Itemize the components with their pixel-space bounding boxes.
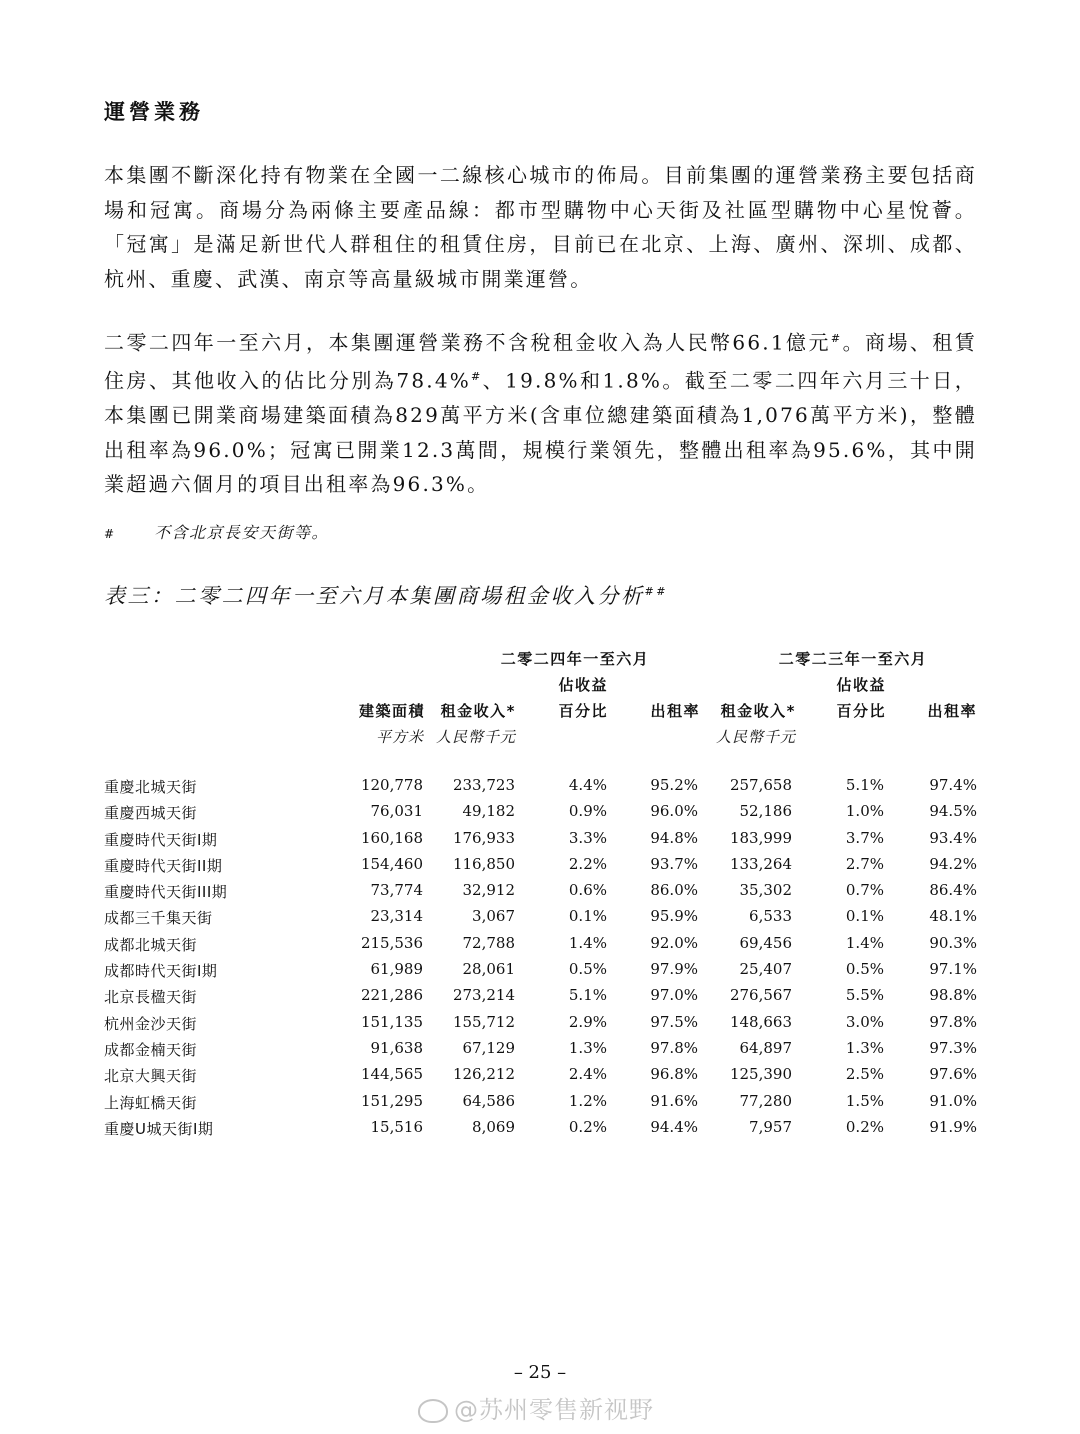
cell-occ23: 98.8% bbox=[929, 986, 977, 1005]
row-property-name: 重慶時代天街I期 bbox=[104, 830, 218, 849]
cell-share23: 1.0% bbox=[845, 802, 884, 821]
table-row bbox=[0, 881, 1080, 907]
cell-share23: 1.4% bbox=[845, 933, 884, 952]
cell-rent23: 69,456 bbox=[739, 933, 792, 952]
cell-rent23: 35,302 bbox=[739, 881, 792, 900]
cell-rent24: 273,214 bbox=[452, 986, 515, 1005]
rent-unit-2024: 人民幣千元 bbox=[435, 728, 516, 746]
cell-share23: 3.0% bbox=[845, 1012, 884, 1031]
occupancy-header-2023: 出租率 bbox=[927, 702, 977, 720]
cell-share23: 5.5% bbox=[845, 986, 884, 1005]
cell-occ23: 48.1% bbox=[929, 907, 977, 926]
table-body bbox=[0, 776, 1080, 1144]
cell-gfa: 154,460 bbox=[360, 854, 423, 873]
cell-share23: 0.1% bbox=[845, 907, 884, 926]
para2-part3: 、19.8%和1.8%。截至二零二四年六月三十日，本集團已開業商場建築面積為829萬平方米(含車位總建築面積為1,076萬平方米)，整體出租率為96.0%；冠寓已開業12.3萬間，規模行業領先，整體出租率為95.6%，其中開業超過六個月的項目出租率為96.3%。 bbox=[104, 368, 977, 497]
cell-rent24: 155,712 bbox=[452, 1012, 515, 1031]
cell-rent23: 6,533 bbox=[749, 907, 792, 926]
cell-share23: 1.3% bbox=[845, 1038, 884, 1057]
cell-share24: 1.3% bbox=[568, 1038, 607, 1057]
cell-rent23: 77,280 bbox=[739, 1091, 792, 1110]
row-property-name: 成都時代天街I期 bbox=[104, 962, 218, 981]
cell-gfa: 144,565 bbox=[360, 1065, 423, 1084]
cell-occ24: 97.5% bbox=[650, 1012, 698, 1031]
cell-occ24: 91.6% bbox=[650, 1091, 698, 1110]
cell-rent23: 183,999 bbox=[729, 828, 792, 847]
cell-share24: 2.9% bbox=[568, 1012, 607, 1031]
cell-share23: 3.7% bbox=[845, 828, 884, 847]
table-row bbox=[0, 1092, 1080, 1118]
row-property-name: 北京大興天街 bbox=[104, 1067, 198, 1086]
cell-share24: 0.6% bbox=[568, 881, 607, 900]
cell-share24: 1.4% bbox=[568, 933, 607, 952]
row-property-name: 上海虹橋天街 bbox=[104, 1093, 198, 1112]
cell-occ23: 97.4% bbox=[929, 776, 977, 794]
cell-share24: 2.2% bbox=[568, 854, 607, 873]
cell-share23: 2.7% bbox=[845, 854, 884, 873]
cell-occ24: 96.8% bbox=[650, 1065, 698, 1084]
cell-rent24: 49,182 bbox=[462, 802, 515, 821]
cell-share24: 0.5% bbox=[568, 960, 607, 979]
cell-occ24: 94.4% bbox=[650, 1117, 698, 1136]
cell-share24: 1.2% bbox=[568, 1091, 607, 1110]
watermark-text: @苏州零售新视野 bbox=[454, 1396, 654, 1424]
row-property-name: 重慶時代天街II期 bbox=[104, 856, 223, 875]
cell-share24: 0.2% bbox=[568, 1117, 607, 1136]
cell-gfa: 160,168 bbox=[360, 828, 423, 847]
cell-rent24: 233,723 bbox=[452, 776, 515, 794]
cell-gfa: 76,031 bbox=[370, 802, 423, 821]
cell-rent23: 257,658 bbox=[729, 776, 792, 794]
rent-header-2023: 租金收入* bbox=[720, 702, 796, 720]
share-header-top-2023: 佔收益 bbox=[836, 676, 886, 694]
cell-rent24: 28,061 bbox=[462, 960, 515, 979]
footnote-text: 不含北京長安天街等。 bbox=[154, 523, 330, 542]
share-header-2023: 百分比 bbox=[836, 702, 886, 720]
cell-occ24: 94.8% bbox=[650, 828, 698, 847]
cell-rent23: 133,264 bbox=[729, 854, 792, 873]
footnote-mark: # bbox=[104, 527, 116, 541]
cell-occ23: 93.4% bbox=[929, 828, 977, 847]
cell-share24: 4.4% bbox=[568, 776, 607, 794]
table-row bbox=[0, 855, 1080, 881]
cell-rent24: 8,069 bbox=[472, 1117, 515, 1136]
paragraph-operations-overview: 本集團不斷深化持有物業在全國一二線核心城市的佈局。目前集團的運營業務主要包括商場和冠寓。商場分為兩條主要產品線：都市型購物中心天街及社區型購物中心星悅薈。「冠寓」是滿足新世代人群租住的租賃住房，目前已在北京、上海、廣州、深圳、成都、杭州、重慶、武漢、南京等高量級城市開業運營。 bbox=[104, 163, 977, 291]
cell-gfa: 15,516 bbox=[370, 1117, 423, 1136]
cell-rent24: 176,933 bbox=[452, 828, 515, 847]
rent-unit-2023: 人民幣千元 bbox=[715, 728, 796, 746]
row-property-name: 成都北城天街 bbox=[104, 935, 198, 954]
table-title bbox=[104, 580, 668, 610]
cell-share24: 3.3% bbox=[568, 828, 607, 847]
cell-occ24: 95.9% bbox=[650, 907, 698, 926]
cell-rent24: 126,212 bbox=[452, 1065, 515, 1084]
period-header-2023: 二零二三年一至六月 bbox=[778, 650, 928, 668]
cell-rent23: 148,663 bbox=[729, 1012, 792, 1031]
row-property-name: 重慶時代天街III期 bbox=[104, 883, 228, 902]
table-row bbox=[0, 934, 1080, 960]
share-header-top-2024: 佔收益 bbox=[558, 676, 608, 694]
cell-rent24: 32,912 bbox=[462, 881, 515, 900]
cell-gfa: 91,638 bbox=[370, 1038, 423, 1057]
cell-share24: 5.1% bbox=[568, 986, 607, 1005]
cell-rent24: 3,067 bbox=[472, 907, 515, 926]
footnote-ref-mark: # bbox=[830, 332, 843, 345]
row-property-name: 杭州金沙天街 bbox=[104, 1014, 198, 1033]
gfa-header: 建築面積 bbox=[358, 702, 425, 720]
cell-rent23: 125,390 bbox=[729, 1065, 792, 1084]
table-row bbox=[0, 1039, 1080, 1065]
cell-rent23: 25,407 bbox=[739, 960, 792, 979]
cell-gfa: 215,536 bbox=[360, 933, 423, 952]
cell-occ23: 90.3% bbox=[929, 933, 977, 952]
cell-gfa: 61,989 bbox=[370, 960, 423, 979]
row-property-name: 重慶北城天街 bbox=[104, 778, 198, 796]
cell-share24: 0.9% bbox=[568, 802, 607, 821]
share-header-2024: 百分比 bbox=[558, 702, 608, 720]
cell-share23: 1.5% bbox=[845, 1091, 884, 1110]
table-row bbox=[0, 1013, 1080, 1039]
cell-occ23: 91.9% bbox=[929, 1117, 977, 1136]
cell-rent23: 7,957 bbox=[749, 1117, 792, 1136]
row-property-name: 重慶U城天街I期 bbox=[104, 1119, 214, 1138]
cell-occ23: 97.6% bbox=[929, 1065, 977, 1084]
table-row bbox=[0, 907, 1080, 933]
cell-rent23: 276,567 bbox=[729, 986, 792, 1005]
cell-share23: 5.1% bbox=[845, 776, 884, 794]
cell-occ23: 94.2% bbox=[929, 854, 977, 873]
cell-gfa: 221,286 bbox=[360, 986, 423, 1005]
cell-occ24: 93.7% bbox=[650, 854, 698, 873]
cell-rent24: 67,129 bbox=[462, 1038, 515, 1057]
cell-occ23: 97.1% bbox=[929, 960, 977, 979]
cell-share24: 0.1% bbox=[568, 907, 607, 926]
cell-occ23: 97.8% bbox=[929, 1012, 977, 1031]
cell-occ24: 97.9% bbox=[650, 960, 698, 979]
cell-share23: 0.2% bbox=[845, 1117, 884, 1136]
row-property-name: 成都三千集天街 bbox=[104, 909, 213, 928]
occupancy-header-2024: 出租率 bbox=[650, 702, 700, 720]
row-property-name: 成都金楠天街 bbox=[104, 1040, 198, 1059]
table-row bbox=[0, 829, 1080, 855]
watermark bbox=[418, 1390, 654, 1425]
footnote bbox=[104, 520, 329, 543]
cell-rent24: 72,788 bbox=[462, 933, 515, 952]
gfa-unit: 平方米 bbox=[375, 728, 424, 746]
table-row bbox=[0, 960, 1080, 986]
cell-occ24: 92.0% bbox=[650, 933, 698, 952]
table-title-text: 表三：二零二四年一至六月本集團商場租金收入分析 bbox=[104, 584, 645, 608]
row-property-name: 北京長楹天街 bbox=[104, 988, 198, 1007]
table-row bbox=[0, 802, 1080, 828]
cell-gfa: 73,774 bbox=[370, 881, 423, 900]
cell-share23: 0.5% bbox=[845, 960, 884, 979]
cell-rent23: 64,897 bbox=[739, 1038, 792, 1057]
cell-rent23: 52,186 bbox=[739, 802, 792, 821]
table-row bbox=[0, 986, 1080, 1012]
cell-gfa: 151,295 bbox=[360, 1091, 423, 1110]
cell-gfa: 120,778 bbox=[360, 776, 423, 794]
cell-occ24: 97.8% bbox=[650, 1038, 698, 1057]
cell-rent24: 64,586 bbox=[462, 1091, 515, 1110]
table-row bbox=[0, 776, 1080, 802]
page-number: – 25 – bbox=[513, 1362, 567, 1383]
cell-occ23: 86.4% bbox=[929, 881, 977, 900]
cell-occ24: 86.0% bbox=[650, 881, 698, 900]
cell-share23: 0.7% bbox=[845, 881, 884, 900]
weibo-logo-icon bbox=[418, 1399, 448, 1423]
paragraph-rental-income bbox=[104, 322, 977, 502]
section-heading: 運營業務 bbox=[104, 100, 204, 124]
cell-gfa: 151,135 bbox=[360, 1012, 423, 1031]
cell-share24: 2.4% bbox=[568, 1065, 607, 1084]
cell-occ23: 94.5% bbox=[929, 802, 977, 821]
period-header-2024: 二零二四年一至六月 bbox=[500, 650, 650, 668]
cell-gfa: 23,314 bbox=[370, 907, 423, 926]
table-row bbox=[0, 1065, 1080, 1091]
para2-part1: 二零二四年一至六月，本集團運營業務不含稅租金收入為人民幣66.1億元 bbox=[104, 330, 831, 355]
rent-header-2024: 租金收入* bbox=[440, 702, 516, 720]
cell-occ23: 91.0% bbox=[929, 1091, 977, 1110]
cell-occ24: 97.0% bbox=[650, 986, 698, 1005]
cell-occ23: 97.3% bbox=[929, 1038, 977, 1057]
cell-occ24: 96.0% bbox=[650, 802, 698, 821]
cell-occ24: 95.2% bbox=[650, 776, 698, 794]
table-title-sup: ## bbox=[644, 585, 668, 598]
row-property-name: 重慶西城天街 bbox=[104, 804, 198, 823]
footnote-ref-mark: # bbox=[470, 370, 483, 384]
cell-share23: 2.5% bbox=[845, 1065, 884, 1084]
table-row bbox=[0, 1118, 1080, 1144]
cell-rent24: 116,850 bbox=[452, 854, 515, 873]
para2-part2: 。商場、租賃住房、其他收入的佔比分別為78.4% bbox=[104, 330, 977, 393]
